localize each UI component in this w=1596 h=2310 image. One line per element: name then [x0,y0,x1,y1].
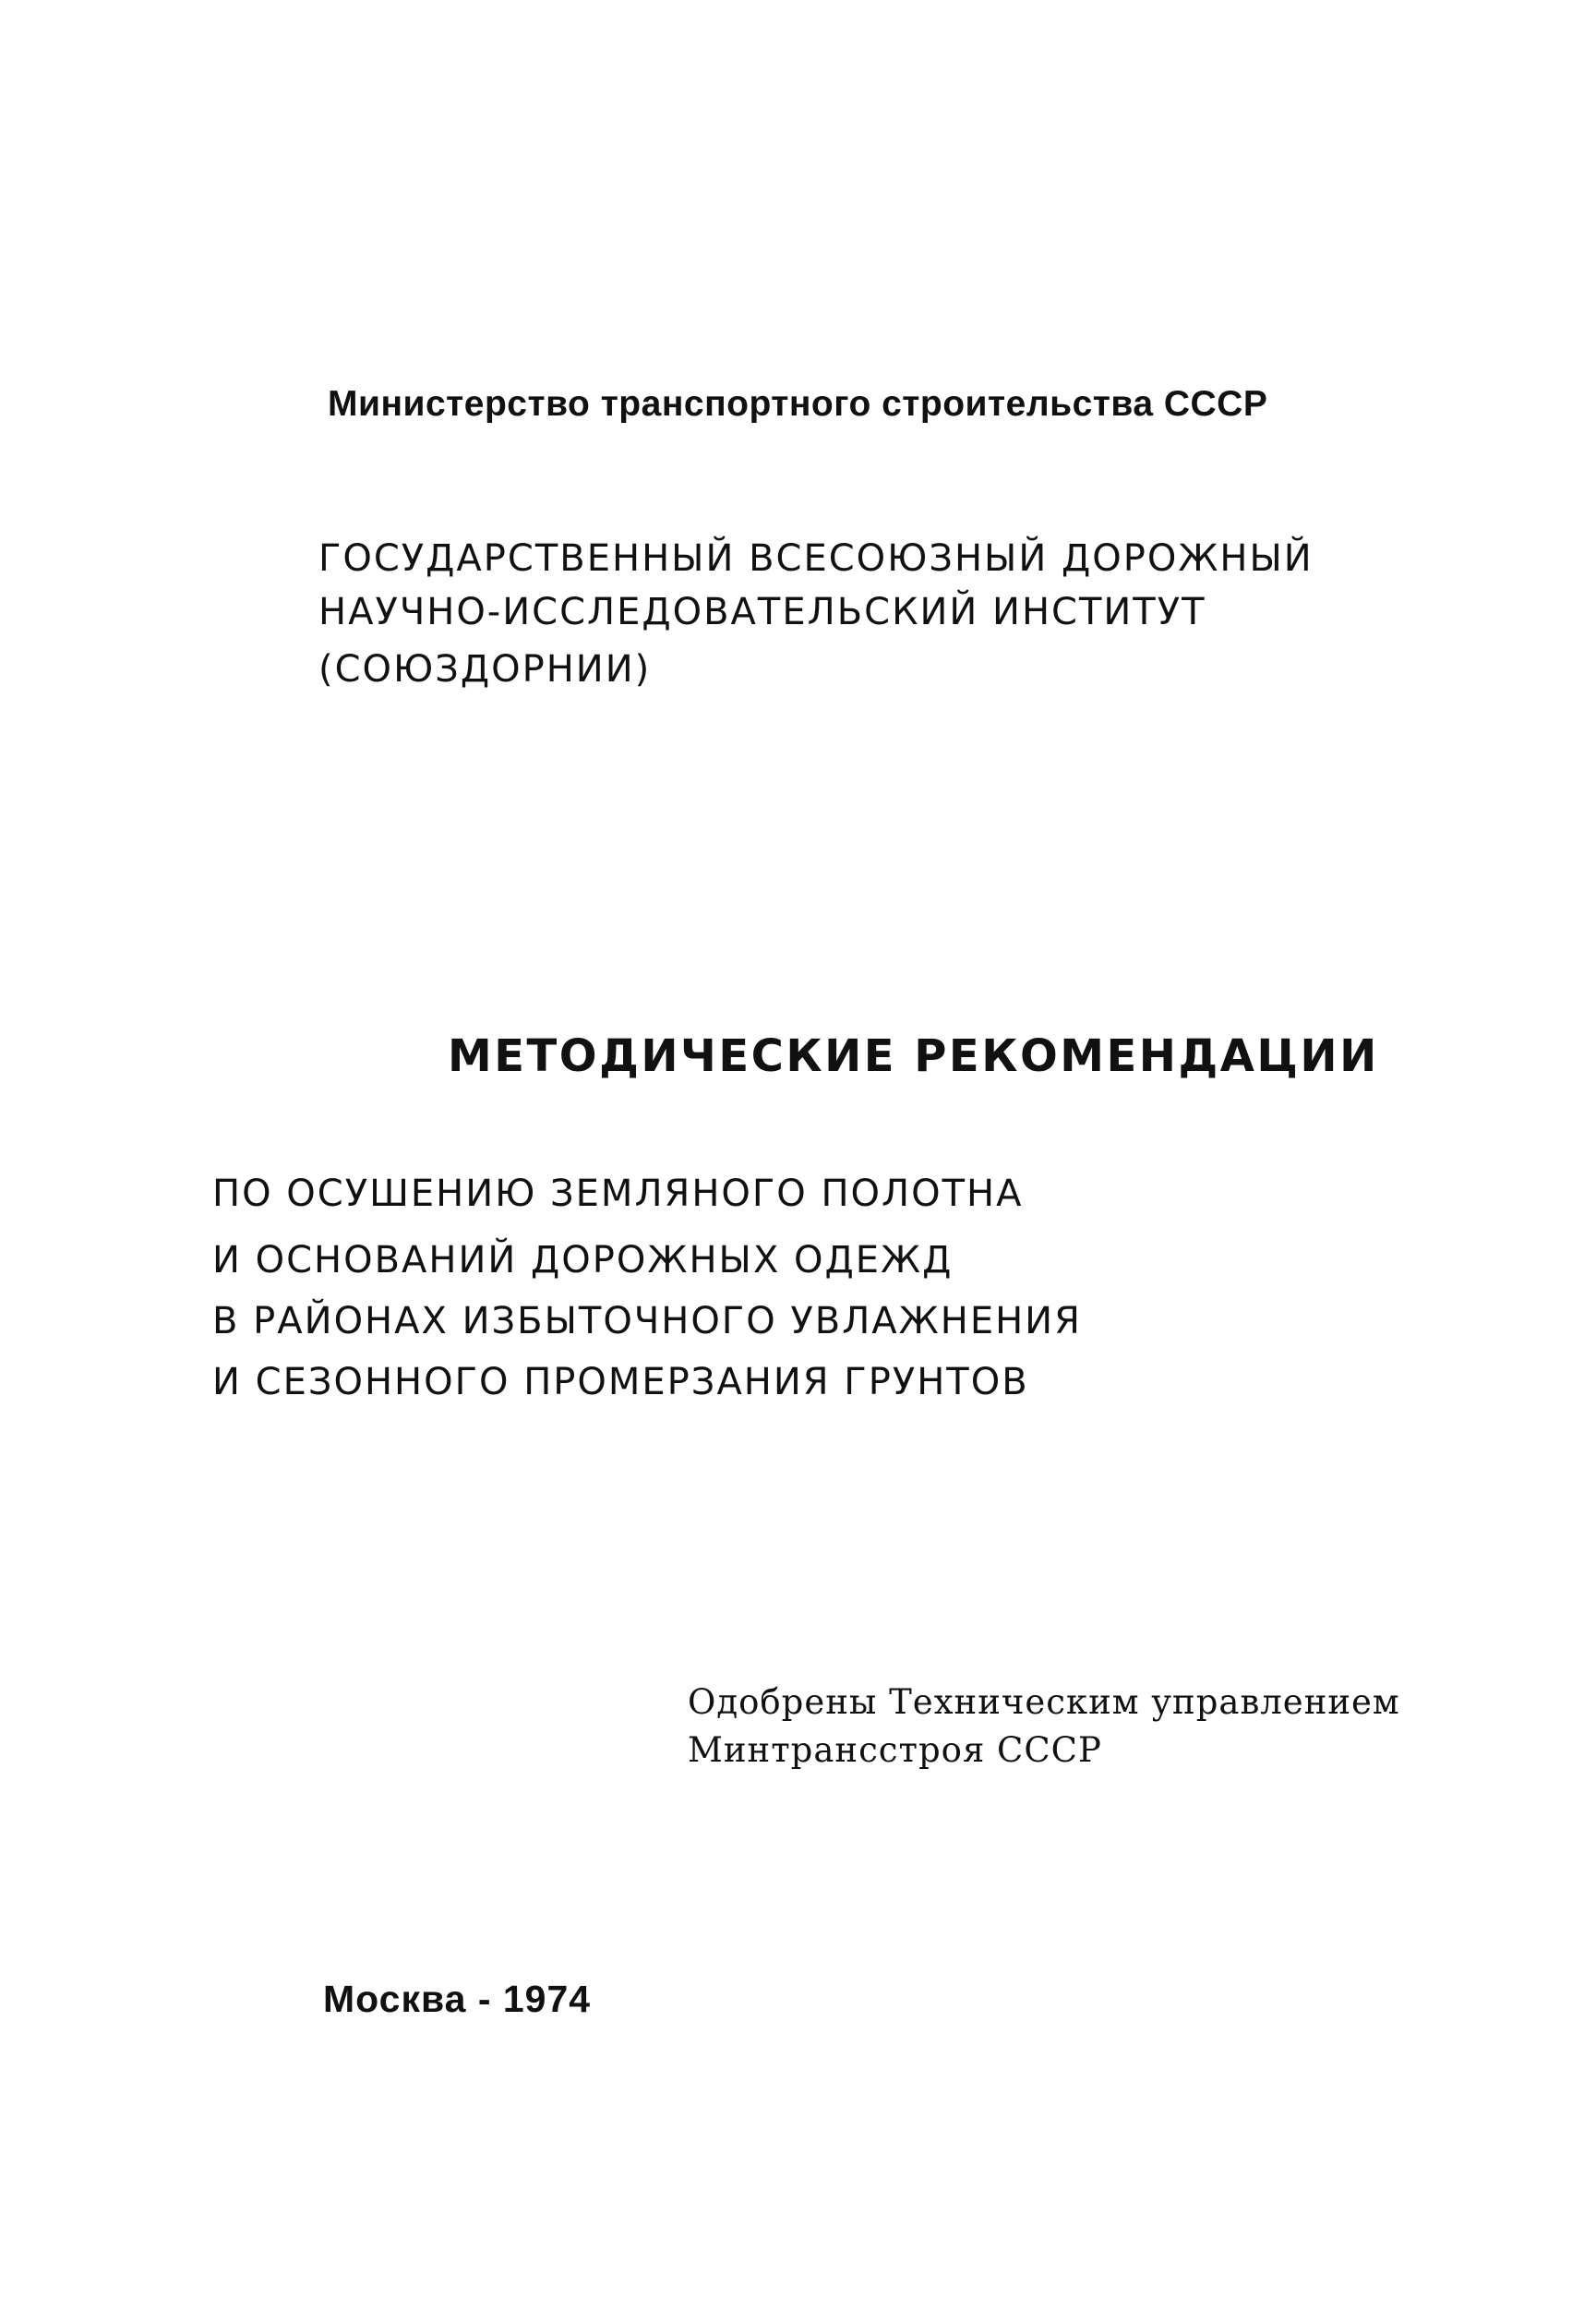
institute-name-line-1: ГОСУДАРСТВЕННЫЙ ВСЕСОЮЗНЫЙ ДОРОЖНЫЙ [318,537,1314,580]
subtitle-line-4: И СЕЗОННОГО ПРОМЕРЗАНИЯ ГРУНТОВ [212,1361,1029,1403]
document-title: МЕТОДИЧЕСКИЕ РЕКОМЕНДАЦИИ [448,1030,1379,1082]
institute-name-line-2: НАУЧНО-ИССЛЕДОВАТЕЛЬСКИЙ ИНСТИТУТ [318,591,1206,633]
city-year: Москва - 1974 [323,1978,592,2020]
approval-note-line-1: Одобрены Техническим управлением [688,1682,1400,1722]
subtitle-line-1: ПО ОСУШЕНИЮ ЗЕМЛЯНОГО ПОЛОТНА [212,1173,1024,1215]
subtitle-line-3: В РАЙОНАХ ИЗБЫТОЧНОГО УВЛАЖНЕНИЯ [212,1300,1082,1342]
approval-note-line-2: Минтрансстроя СССР [688,1730,1102,1770]
subtitle-line-2: И ОСНОВАНИЙ ДОРОЖНЫХ ОДЕЖД [212,1239,954,1281]
ministry-heading: Министерство транспортного строительства СССР [328,384,1268,424]
institute-abbreviation: (СОЮЗДОРНИИ) [318,648,652,691]
